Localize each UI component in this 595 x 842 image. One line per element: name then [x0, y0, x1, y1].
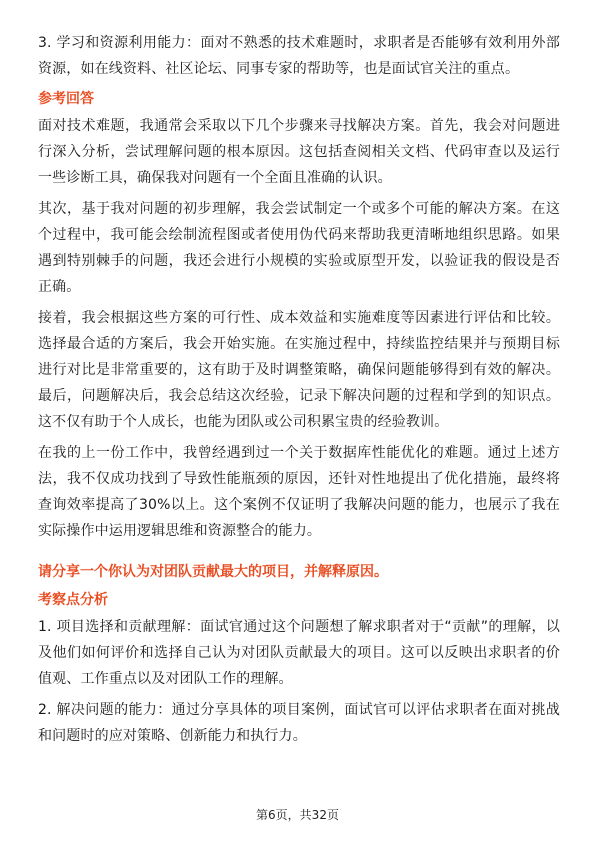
document-page	[38, 30, 560, 754]
analysis-heading: 考察点分析	[38, 592, 108, 608]
analysis-paragraph-2: 2. 解决问题的能力：通过分享具体的项目案例，面试官可以评估求职者在面对挑战和问题时的应对策略、创新能力和执行力。	[38, 702, 560, 744]
analysis-paragraph-1: 1. 项目选择和贡献理解：面试官通过这个问题想了解求职者对于“贡献”的理解，以及他们如何评价和选择自己认为对团队贡献最大的项目。这可以反映出求职者的价值观、工作重点以及对团队工作的理解。	[38, 619, 560, 687]
answer-heading: 参考回答	[38, 91, 94, 107]
answer-paragraph-1: 面对技术难题，我通常会采取以下几个步骤来寻找解决方案。首先，我会对问题进行深入分析，尝试理解问题的根本原因。这包括查阅相关文档、代码审查以及运行一些诊断工具，确保我对问题有一个全面且准确的认识。	[38, 118, 560, 186]
answer-paragraph-3: 接着，我会根据这些方案的可行性、成本效益和实施难度等因素进行评估和比较。选择最合适的方案后，我会开始实施。在实施过程中，持续监控结果并与预期目标进行对比是非常重要的，这有助于及时调整策略，确保问题能够得到有效的解决。最后，问题解决后，我会总结这次经验，记录下解决问题的过程和学到的知识点。这不仅有助于个人成长，也能为团队或公司积累宝贵的经验教训。	[38, 310, 560, 430]
intro-paragraph: 3. 学习和资源利用能力：面对不熟悉的技术难题时，求职者是否能够有效利用外部资源，如在线资料、社区论坛、同事专家的帮助等，也是面试官关注的重点。	[38, 35, 560, 77]
answer-paragraph-2: 其次，基于我对问题的初步理解，我会尝试制定一个或多个可能的解决方案。在这个过程中，我可能会绘制流程图或者使用伪代码来帮助我更清晰地组织思路。如果遇到特别棘手的问题，我还会进行小规模的实验或原型开发，以验证我的假设是否正确。	[38, 201, 560, 295]
answer-paragraph-4: 在我的上一份工作中，我曾经遇到过一个关于数据库性能优化的难题。通过上述方法，我不仅成功找到了导致性能瓶颈的原因，还针对性地提出了优化措施，最终将查询效率提高了30%以上。这个案例不仅证明了我解决问题的能力，也展示了我在实际操作中运用逻辑思维和资源整合的能力。	[38, 445, 560, 539]
question-heading: 请分享一个你认为对团队贡献最大的项目，并解释原因。	[38, 564, 388, 580]
page-footer: 第6页，共32页	[256, 808, 339, 822]
